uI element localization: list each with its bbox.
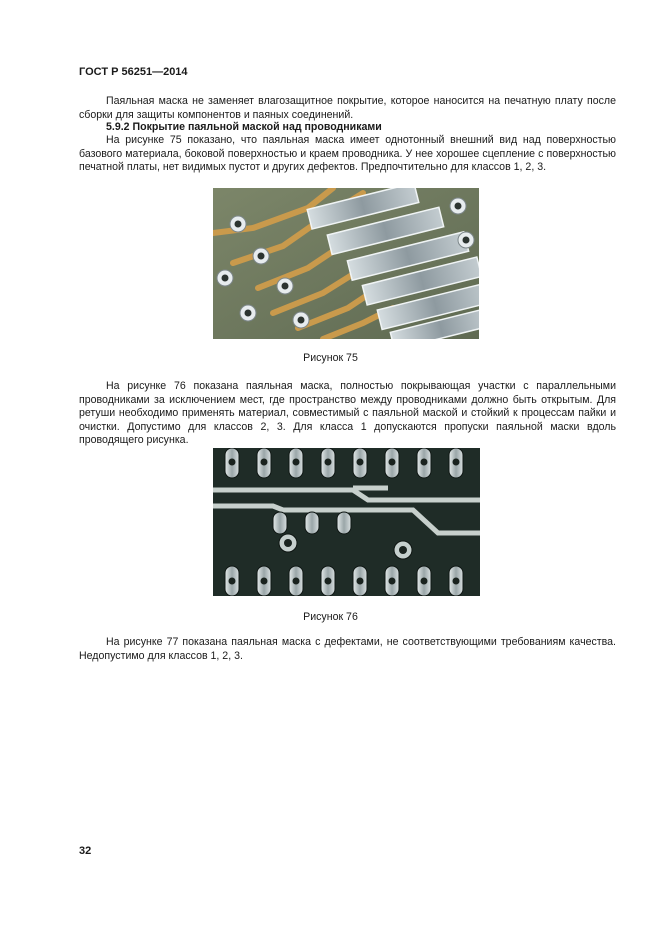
figure-75-caption: Рисунок 75 — [303, 352, 358, 364]
paragraph-conformal-coating: Паяльная маска не заменяет влагозащитное покрытие, которое наносится на печатную плату после сборки для защиты компонентов и паяных соединений. — [79, 95, 616, 121]
figure-75-image — [213, 188, 479, 339]
paragraph-figure-77-description: На рисунке 77 показана паяльная маска с дефектами, не соответствующими требованиям качества. Недопустимо для классов 1, 2, 3. — [79, 636, 616, 662]
document-header: ГОСТ Р 56251—2014 — [79, 66, 188, 78]
section-heading-5-9-2: 5.9.2 Покрытие паяльной маской над проводниками — [106, 121, 382, 133]
paragraph-figure-76-description: На рисунке 76 показана паяльная маска, полностью покрывающая участки с параллельными проводниками за исключением мест, где пространство между проводниками должно быть открытым. Для ретуши необходимо применять материал, совместимый с паяльной маской и стойкий к процессам пайки и очистки. Допустимо для классов 2, 3. Для класса 1 допускаются пропуски паяльной маски вдоль проводящего рисунка. — [79, 380, 616, 447]
page-number: 32 — [79, 845, 92, 857]
figure-76-image — [213, 448, 480, 596]
figure-76-caption: Рисунок 76 — [303, 611, 358, 623]
paragraph-figure-75-description: На рисунке 75 показано, что паяльная маска имеет однотонный внешний вид над поверхностью базового материала, боковой поверхностью и краем проводника. У нее хорошее сцепление с поверхностью печатной платы, нет видимых пустот и других дефектов. Предпочтительно для классов 1, 2, 3. — [79, 134, 616, 174]
